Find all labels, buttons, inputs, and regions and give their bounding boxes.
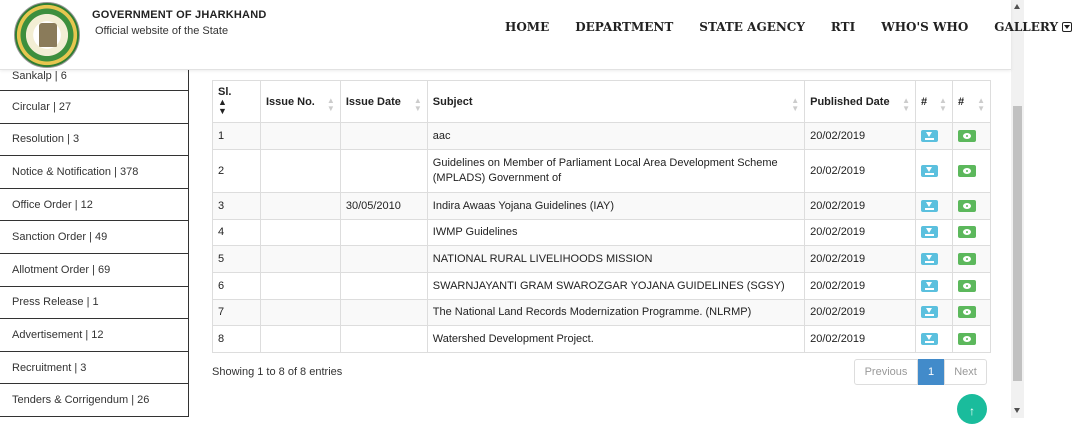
sidebar-item-sankalp[interactable]: Sankalp | 6 — [0, 60, 189, 91]
cell-issue-date — [340, 220, 427, 246]
table-row — [213, 300, 991, 326]
table-header-row — [213, 81, 991, 123]
column-header-sl[interactable] — [213, 81, 261, 123]
column-header-issue-no[interactable] — [260, 81, 340, 123]
cell-subject: IWMP Guidelines — [427, 220, 804, 246]
cell-published-date: 20/02/2019 — [805, 150, 916, 193]
table-row — [213, 246, 991, 273]
cell-issue-date — [340, 123, 427, 150]
sort-icon: ▲ ▼ — [218, 97, 227, 116]
table-row — [213, 123, 991, 150]
sidebar-item-press-release[interactable]: Press Release | 1 — [0, 287, 189, 320]
sort-icon: ▲ ▼ — [939, 96, 947, 113]
sort-icon: ▲ ▼ — [791, 96, 800, 113]
download-icon[interactable] — [921, 200, 938, 212]
table-row — [213, 273, 991, 300]
sidebar-item-office-order[interactable]: Office Order | 12 — [0, 189, 189, 222]
pagination — [854, 359, 987, 385]
site-title: GOVERNMENT OF JHARKHAND — [92, 9, 267, 21]
cell-sl: 7 — [213, 300, 261, 326]
table-row — [213, 150, 991, 193]
category-sidebar — [0, 60, 189, 417]
nav-whos-who[interactable]: WHO'S WHO — [881, 20, 969, 34]
cell-download — [916, 326, 953, 353]
cell-view — [952, 326, 990, 353]
cell-sl: 1 — [213, 123, 261, 150]
cell-issue-date: 30/05/2010 — [340, 193, 427, 220]
column-header-sl-label: Sl. — [218, 86, 232, 98]
table-row — [213, 326, 991, 353]
column-header-download[interactable] — [916, 81, 953, 123]
download-icon[interactable] — [921, 280, 938, 292]
cell-download — [916, 220, 953, 246]
documents-table — [212, 80, 991, 353]
sort-icon: ▲ ▼ — [326, 96, 335, 113]
nav-gallery[interactable] — [994, 20, 1072, 34]
scrollbar-thumb[interactable] — [1013, 106, 1022, 381]
column-header-published-date[interactable] — [805, 81, 916, 123]
eye-icon[interactable] — [958, 280, 976, 292]
download-icon[interactable] — [921, 253, 938, 265]
cell-published-date: 20/02/2019 — [805, 246, 916, 273]
table-row — [213, 220, 991, 246]
cell-published-date: 20/02/2019 — [805, 300, 916, 326]
cell-published-date: 20/02/2019 — [805, 326, 916, 353]
pagination-previous-button[interactable]: Previous — [854, 359, 918, 385]
sidebar-item-resolution[interactable]: Resolution | 3 — [0, 124, 189, 157]
cell-view — [952, 150, 990, 193]
cell-issue-date — [340, 326, 427, 353]
cell-issue-date — [340, 273, 427, 300]
sort-icon: ▲ ▼ — [902, 96, 910, 113]
nav-state-agency[interactable]: STATE AGENCY — [699, 20, 805, 34]
cell-view — [952, 273, 990, 300]
table-info: Showing 1 to 8 of 8 entries — [212, 366, 343, 378]
cell-subject: The National Land Records Modernization Programme. (NLRMP) — [427, 300, 804, 326]
page-scrollbar[interactable] — [1011, 0, 1024, 418]
sort-icon: ▲ ▼ — [977, 96, 985, 113]
arrow-up-icon[interactable]: ↑ — [957, 394, 987, 424]
sidebar-item-circular[interactable]: Circular | 27 — [0, 91, 189, 124]
cell-issue-date — [340, 300, 427, 326]
eye-icon[interactable] — [958, 333, 976, 345]
cell-download — [916, 300, 953, 326]
cell-subject: Guidelines on Member of Parliament Local Area Development Scheme (MPLADS) Government of — [427, 150, 804, 193]
cell-published-date: 20/02/2019 — [805, 273, 916, 300]
cell-download — [916, 150, 953, 193]
download-icon[interactable] — [921, 130, 938, 142]
main-nav — [505, 20, 1072, 34]
download-icon[interactable] — [921, 226, 938, 238]
eye-icon[interactable] — [958, 253, 976, 265]
cell-subject: Indira Awaas Yojana Guidelines (IAY) — [427, 193, 804, 220]
download-icon[interactable] — [921, 333, 938, 345]
scroll-up-icon[interactable] — [1014, 4, 1020, 9]
cell-issue-no — [260, 273, 340, 300]
cell-issue-date — [340, 150, 427, 193]
sidebar-item-sanction-order[interactable]: Sanction Order | 49 — [0, 221, 189, 254]
eye-icon[interactable] — [958, 200, 976, 212]
sidebar-item-allotment-order[interactable]: Allotment Order | 69 — [0, 254, 189, 287]
site-header — [0, 0, 1059, 70]
nav-gallery-label: GALLERY — [994, 20, 1059, 34]
cell-issue-no — [260, 300, 340, 326]
sort-icon: ▲ ▼ — [413, 96, 422, 113]
column-header-subject[interactable] — [427, 81, 804, 123]
cell-sl: 5 — [213, 246, 261, 273]
sidebar-item-notice-notification[interactable]: Notice & Notification | 378 — [0, 156, 189, 189]
eye-icon[interactable] — [958, 226, 976, 238]
column-header-issue-date-label: Issue Date — [345, 95, 401, 108]
cell-sl: 2 — [213, 150, 261, 193]
cell-published-date: 20/02/2019 — [805, 123, 916, 150]
documents-table-wrapper — [212, 80, 991, 353]
cell-view — [952, 123, 990, 150]
nav-department[interactable]: DEPARTMENT — [575, 20, 674, 34]
column-header-published-date-label: Published Date — [810, 95, 890, 108]
cell-issue-no — [260, 246, 340, 273]
nav-rti[interactable]: RTI — [830, 20, 856, 34]
cell-view — [952, 300, 990, 326]
cell-issue-no — [260, 193, 340, 220]
column-header-issue-date[interactable] — [340, 81, 427, 123]
cell-subject: Watershed Development Project. — [427, 326, 804, 353]
nav-home[interactable]: HOME — [505, 20, 550, 34]
column-header-view-label: # — [957, 95, 965, 108]
pagination-next-button[interactable]: Next — [944, 359, 987, 385]
eye-icon[interactable] — [958, 165, 976, 177]
column-header-view[interactable] — [952, 81, 990, 123]
cell-issue-no — [260, 220, 340, 246]
cell-view — [952, 193, 990, 220]
cell-sl: 3 — [213, 193, 261, 220]
table-row — [213, 193, 991, 220]
cell-view — [952, 220, 990, 246]
cell-sl: 6 — [213, 273, 261, 300]
cell-download — [916, 273, 953, 300]
scroll-down-icon[interactable] — [1014, 408, 1020, 413]
download-icon[interactable] — [921, 165, 938, 177]
caret-down-icon — [1062, 22, 1072, 32]
pagination-page-1[interactable]: 1 — [918, 359, 944, 385]
cell-sl: 8 — [213, 326, 261, 353]
site-subtitle: Official website of the State — [95, 25, 229, 37]
cell-issue-date — [340, 246, 427, 273]
eye-icon[interactable] — [958, 306, 976, 318]
cell-download — [916, 246, 953, 273]
cell-sl: 4 — [213, 220, 261, 246]
cell-published-date: 20/02/2019 — [805, 193, 916, 220]
cell-download — [916, 193, 953, 220]
cell-issue-no — [260, 150, 340, 193]
cell-issue-no — [260, 123, 340, 150]
column-header-download-label: # — [921, 95, 928, 108]
cell-subject: SWARNJAYANTI GRAM SWAROZGAR YOJANA GUIDELINES (SGSY) — [427, 273, 804, 300]
cell-view — [952, 246, 990, 273]
sidebar-item-tenders-corrigendum[interactable]: Tenders & Corrigendum | 26 — [0, 384, 189, 417]
cell-published-date: 20/02/2019 — [805, 220, 916, 246]
sidebar-item-advertisement[interactable]: Advertisement | 12 — [0, 319, 189, 352]
column-header-subject-label: Subject — [432, 95, 473, 108]
sidebar-item-recruitment[interactable]: Recruitment | 3 — [0, 352, 189, 385]
download-icon[interactable] — [921, 306, 938, 318]
jharkhand-emblem-logo[interactable] — [14, 2, 80, 68]
eye-icon[interactable] — [958, 130, 976, 142]
cell-subject: aac — [427, 123, 804, 150]
cell-issue-no — [260, 326, 340, 353]
cell-download — [916, 123, 953, 150]
column-header-issue-no-label: Issue No. — [265, 95, 315, 108]
cell-subject: NATIONAL RURAL LIVELIHOODS MISSION — [427, 246, 804, 273]
